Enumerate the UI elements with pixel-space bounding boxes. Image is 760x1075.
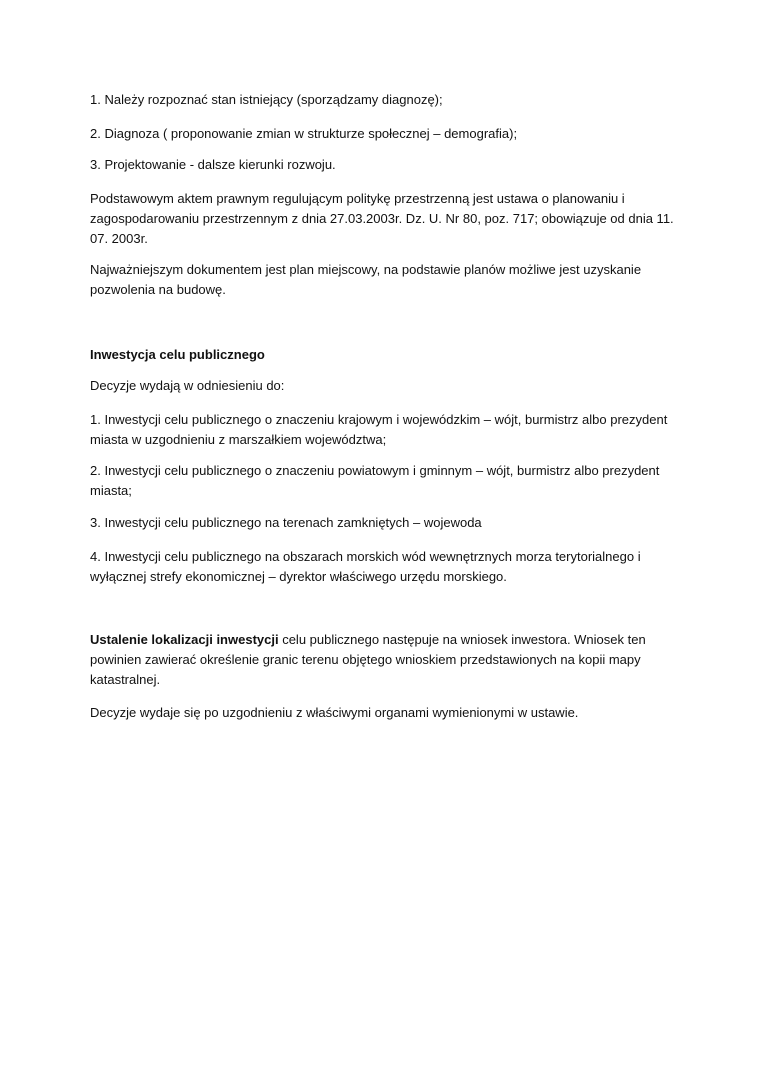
paragraph-law: Podstawowym aktem prawnym regulującym politykę przestrzenną jest ustawa o planowaniu i zagospodarowaniu przestrzennym z dnia 27.03.2003r. Dz. U. Nr 80, poz. 717; obowiązuje od dnia 11. 07. 2003r. [90,191,674,246]
final-paragraph: Decyzje wydaje się po uzgodnieniu z właściwymi organami wymienionymi w ustawie. [90,705,579,720]
location-bold-phrase: Ustalenie lokalizacji inwestycji [90,632,279,647]
decision-item-county: 2. Inwestycji celu publicznego o znaczeniu powiatowym i gminnym – wójt, burmistrz albo prezydent miasta; [90,463,660,498]
decision-item-maritime: 4. Inwestycji celu publicznego na obszarach morskich wód wewnętrznych morza terytorialnego i wyłącznej strefy ekonomicznej – dyrektor właściwego urzędu morskiego. [90,549,641,584]
decision-item-national: 1. Inwestycji celu publicznego o znaczeniu krajowym i wojewódzkim – wójt, burmistrz albo prezydent miasta w uzgodnieniu z marszałkiem województwa; [90,412,668,447]
location-rest-text: celu publicznego następuje na wniosek inwestora. Wniosek ten powinien zawierać określenie granic terenu objętego wnioskiem przedstawionych na kopii mapy katastralnej. [90,632,646,687]
paragraph-plan: Najważniejszym dokumentem jest plan miejscowy, na podstawie planów możliwe jest uzyskanie pozwolenia na budowę. [90,262,642,297]
decisions-intro: Decyzje wydają w odniesieniu do: [90,378,285,393]
decision-item-closed-areas: 3. Inwestycji celu publicznego na terenach zamkniętych – wojewoda [90,515,482,530]
section-heading: Inwestycja celu publicznego [90,347,265,362]
list-item-diagnosis-start: 1. Należy rozpoznać stan istniejący (sporządzamy diagnozę); [90,92,443,107]
paragraph-location [90,630,680,690]
list-item-design: 3. Projektowanie - dalsze kierunki rozwoju. [90,157,336,172]
list-item-diagnosis: 2. Diagnoza ( proponowanie zmian w strukturze społecznej – demografia); [90,126,518,141]
